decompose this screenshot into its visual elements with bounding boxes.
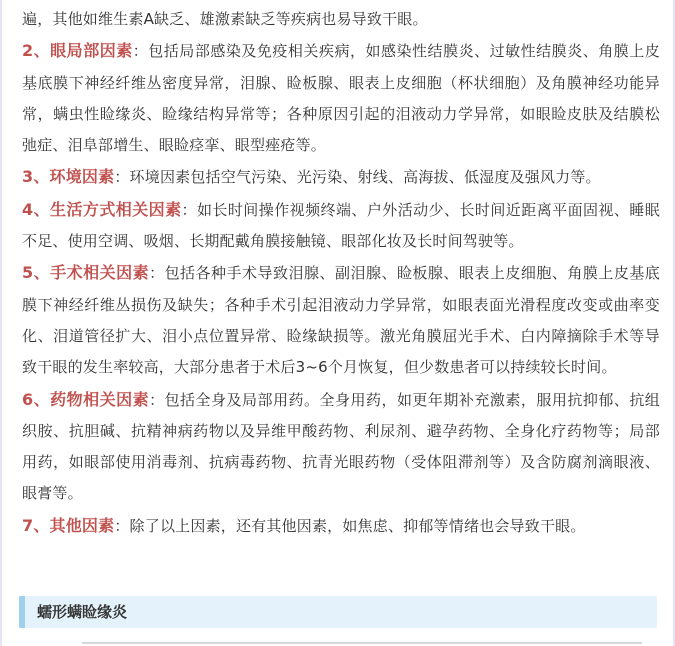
factor-body: ：除了以上因素，还有其他因素，如焦虑、抑郁等情绪也会导致干眼。: [114, 516, 586, 535]
factor-body: ：包括各种手术导致泪腺、副泪腺、睑板腺、眼表上皮细胞、角膜上皮基底膜下神经纤维丛损伤及缺失；各种手术引起泪液动力学异常，如眼表面光滑程度改变或曲率变化、泪道管径扩大、泪小点位置异常、睑缘缺损等。激光角膜屈光手术、白内障摘除手术等导致干眼的发生率较高，大部分患者于术后3~6个月恢复，但少数患者可以持续较长时间。: [22, 264, 661, 377]
factor-environment: [22, 161, 660, 193]
factor-heading: 3、环境因素: [22, 167, 115, 187]
divider: [82, 642, 642, 644]
factor-surgery: [22, 257, 660, 383]
factor-lifestyle: [22, 194, 660, 258]
intro-paragraph: [22, 4, 660, 35]
factor-body: ：包括局部感染及免疫相关疾病，如感染性结膜炎、过敏性结膜炎、角膜上皮基底膜下神经纤维丛密度异常，泪腺、睑板腺、眼表上皮细胞（杯状细胞）及角膜神经功能异常，螨虫性睑缘炎、睑缘结构异常等；各种原因引起的泪液动力学异常，如眼睑皮肤及结膜松弛症、泪阜部增生、眼睑痉挛、眼型痤疮等。: [22, 42, 660, 155]
factor-eye-local: [22, 35, 660, 161]
factor-body: ：如长时间操作视频终端、户外活动少、长时间近距离平面固视、睡眠不足、使用空调、吸烟、长期配戴角膜接触镜、眼部化妆及长时间驾驶等。: [22, 200, 660, 251]
factor-other: [22, 510, 660, 542]
factor-heading: 5、手术相关因素: [22, 263, 150, 283]
factor-heading: 7、其他因素: [22, 515, 115, 535]
intro-text: 遍，其他如维生素A缺乏、雄激素缺乏等疾病也易导致干眼。: [22, 10, 428, 28]
factor-heading: 6、药物相关因素: [22, 389, 150, 409]
section-title: 蠕形螨睑缘炎: [37, 603, 128, 621]
factor-body: ：包括全身及局部用药。全身用药，如更年期补充激素，服用抗抑郁、抗组织胺、抗胆碱、抗精神病药物以及异维甲酸药物、利尿剂、避孕药物、全身化疗药物等；局部用药，如眼部使用消毒剂、抗病毒药物、抗青光眼药物（受体阻滞剂等）及含防腐剂滴眼液、眼膏等。: [22, 390, 661, 503]
factor-medication: [22, 384, 660, 510]
factor-body: ：环境因素包括空气污染、光污染、射线、高海拔、低湿度及强风力等。: [114, 168, 601, 187]
factor-heading: 4、生活方式相关因素: [22, 199, 182, 219]
factor-heading: 2、眼局部因素: [22, 41, 133, 61]
section-header-bar: [19, 596, 657, 628]
article-content: [22, 4, 660, 542]
